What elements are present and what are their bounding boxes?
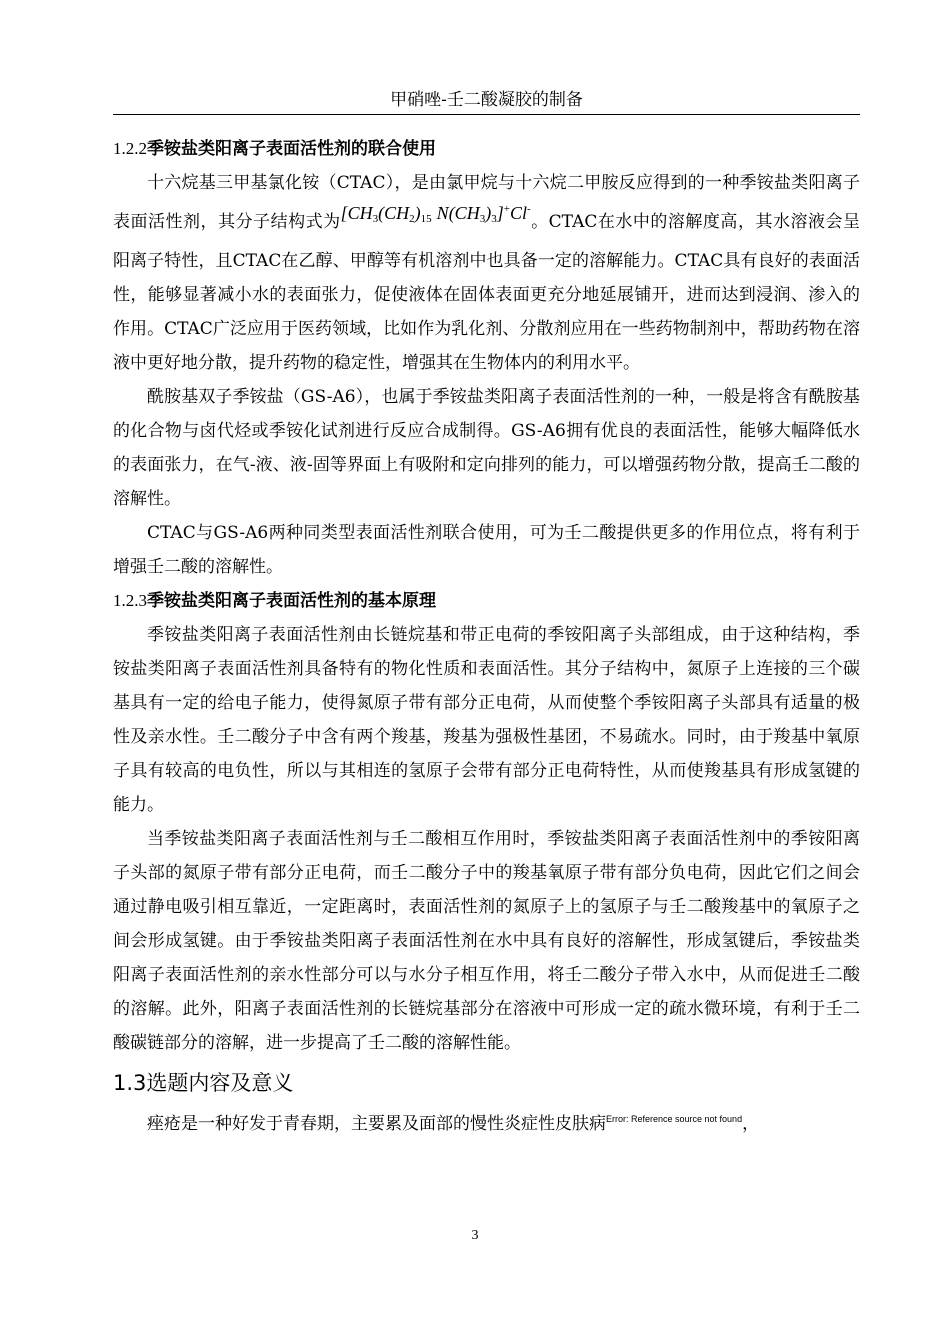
paragraph-text: ， [742,1114,760,1134]
paragraph-principle-interaction: 当季铵盐类阳离子表面活性剂与壬二酸相互作用时，季铵盐类阳离子表面活性剂中的季铵阳离子头部的氮原子带有部分正电荷，而壬二酸分子中的羧基氧原子带有部分负电荷，因此它们之间会通过静电吸引相互靠近，一定距离时，表面活性剂的氮原子上的氢原子与壬二酸羧基中的氧原子之间会形成氢键。由于季铵盐类阳离子表面活性剂在水中具有良好的溶解性，形成氢键后，季铵盐类阳离子表面活性剂的亲水性部分可以与水分子相互作用，将壬二酸分子带入水中，从而促进壬二酸的溶解。此外，阳离子表面活性剂的长链烷基部分在溶液中可形成一定的疏水微环境，有利于壬二酸碳链部分的溶解，进一步提高了壬二酸的溶解性能。 [113,829,860,1053]
section-title: 选题内容及意义 [146,1071,294,1095]
paragraph-gs-a6: 酰胺基双子季铵盐（GS-A6），也属于季铵盐类阳离子表面活性剂的一种，一般是将含有酰胺基的化合物与卤代烃或季铵化试剂进行反应合成制得。GS-A6拥有优良的表面活性，能够大幅降低水的表面张力，在气-液、液-固等界面上有吸附和定向排列的能力，可以增强药物分散，提高壬二酸的溶解性。 [113,387,860,509]
section-heading-1-2-2 [113,132,860,166]
paragraph-ctac [113,166,860,380]
reference-error: Error: Reference source not found [606,1114,743,1124]
paragraph-principle-structure: 季铵盐类阳离子表面活性剂由长链烷基和带正电荷的季铵阳离子头部组成，由于这种结构，季铵盐类阳离子表面活性剂具备特有的物化性质和表面活性。其分子结构中，氮原子上连接的三个碳基具有一定的给电子能力，使得氮原子带有部分正电荷，从而使整个季铵阳离子头部具有适量的极性及亲水性。壬二酸分子中含有两个羧基，羧基为强极性基团，不易疏水。同时，由于羧基中氧原子具有较高的电负性，所以与其相连的氢原子会带有部分正电荷特性，从而使羧基具有形成氢键的能力。 [113,625,860,815]
paragraph-text: 十六烷基三甲基氯化铵（CTAC），是由氯甲烷与十六烷二甲胺反应得到的一种季铵盐类阳离子表面活性剂，其分子结构式为 [113,173,860,232]
body-content [113,132,860,1141]
paragraph-text: 。CTAC在水中的溶解度高，其水溶液会呈阳离子特性，且CTAC在乙醇、甲醇等有机溶剂中也具备一定的溶解能力。CTAC具有良好的表面活性，能够显著减小水的表面张力，促使液体在固体表面更充分地延展铺开，进而达到浸润、渗入的作用。CTAC广泛应用于医药领域，比如作为乳化剂、分散剂应用在一些药物制剂中，帮助药物在溶液中更好地分散，提升药物的稳定性，增强其在生物体内的利用水平。 [113,212,861,373]
section-number: 1.2.3 [113,591,147,610]
ctac-formula: [$CH_3(CH_2)_{15}$ $N(CH_3)_3]^+Cl^-$ [340,203,531,225]
paragraph-combined-use: CTAC与GS-A6两种同类型表面活性剂联合使用，可为壬二酸提供更多的作用位点，将有利于增强壬二酸的溶解性。 [113,523,860,577]
section-heading-1-3 [113,1066,860,1100]
page-number: 3 [471,1228,479,1243]
section-number: 1.2.2 [113,139,147,158]
section-title: 季铵盐类阳离子表面活性剂的基本原理 [147,591,436,611]
running-header: 甲硝唑-壬二酸凝胶的制备 [390,90,583,110]
paragraph-text: 痤疮是一种好发于青春期，主要累及面部的慢性炎症性皮肤病 [147,1114,606,1134]
section-number: 1.3 [113,1071,147,1095]
paragraph-acne-intro [113,1102,860,1141]
section-title: 季铵盐类阳离子表面活性剂的联合使用 [147,139,436,159]
section-heading-1-2-3 [113,584,860,618]
header-rule [113,114,860,115]
